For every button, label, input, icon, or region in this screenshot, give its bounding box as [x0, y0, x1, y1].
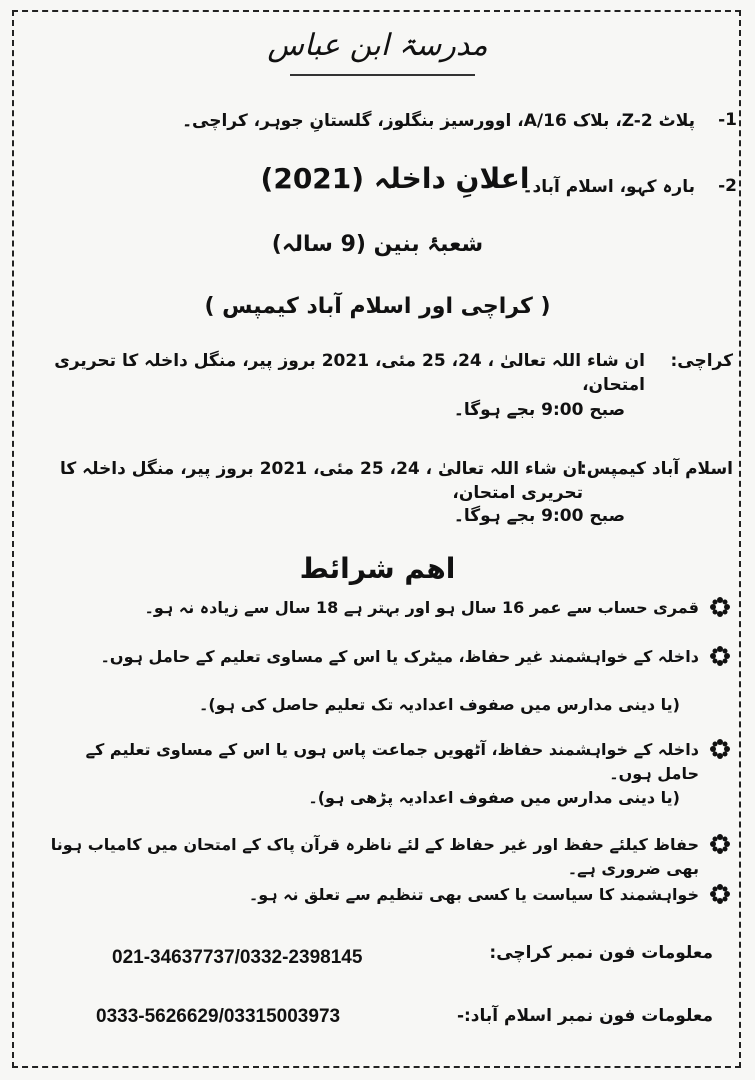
- condition-text: حفاظ کیلئے حفظ اور غیر حفاظ کے لئے ناظرہ قرآن پاک کے امتحان میں کامیاب ہونا بھی ضروری ہے۔: [50, 835, 699, 878]
- announcement-title: اعلانِ داخلہ (2021): [260, 162, 530, 195]
- flower-bullet-icon: [709, 883, 731, 905]
- address-1: پلاٹ Z-2، بلاک 16/A، اوورسیز بنگلوز، گلستانِ جوہر، کراچی۔: [182, 111, 695, 131]
- address-2-number: -2: [718, 176, 737, 196]
- address-2: بارہ کہو، اسلام آباد۔: [522, 177, 695, 197]
- karachi-label: کراچی:: [670, 351, 733, 371]
- condition-text: داخلہ کے خواہشمند غیر حفاظ، میٹرک یا اس کے مساوی تعلیم کے حامل ہوں۔: [100, 647, 699, 666]
- campuses: ( کراچی اور اسلام آباد کیمپس ): [204, 294, 551, 319]
- condition-item: [41, 645, 731, 669]
- islamabad-phone-label: معلومات فون نمبر اسلام آباد:-: [456, 1006, 713, 1026]
- madrasa-name: مدرسۃ ابن عباس: [267, 28, 488, 63]
- karachi-exam-line2: صبح 9:00 بجے ہوگا۔: [453, 400, 625, 420]
- islamabad-phone-numbers: 0333-5626629/03315003973: [96, 1006, 341, 1027]
- condition-text: خواہشمند کا سیاست یا کسی بھی تنظیم سے تعلق نہ ہو۔: [248, 885, 699, 904]
- condition-item: [41, 738, 731, 786]
- flower-bullet-icon: [709, 833, 731, 855]
- conditions-title: اھم شرائط: [299, 552, 456, 585]
- islamabad-exam-line1: ان شاء اللہ تعالیٰ ، 24، 25 مئی، 2021 بروز پیر، منگل داخلہ کا تحریری امتحان،: [59, 459, 583, 503]
- department: شعبۂ بنین (9 سالہ): [271, 232, 484, 257]
- karachi-phone-numbers: 021-34637737/0332-2398145: [112, 947, 363, 968]
- condition-text: داخلہ کے خواہشمند حفاظ، آٹھویں جماعت پاس ہوں یا اس کے مساوی تعلیم کے حامل ہوں۔: [85, 740, 699, 783]
- condition-item: [41, 883, 731, 907]
- condition-item: [41, 833, 731, 881]
- condition-subtext: (یا دینی مدارس میں صفوف اعدادیہ پڑھی ہو)۔: [308, 788, 680, 807]
- address-1-number: -1: [718, 110, 737, 130]
- condition-text: قمری حساب سے عمر 16 سال ہو اور بہتر ہے 18 سال سے زیادہ نہ ہو۔: [144, 598, 699, 617]
- islamabad-label: اسلام آباد کیمپس:: [579, 459, 733, 479]
- flower-bullet-icon: [709, 738, 731, 760]
- karachi-phone-label: معلومات فون نمبر کراچی:: [489, 943, 713, 963]
- islamabad-exam-line2: صبح 9:00 بجے ہوگا۔: [453, 506, 625, 526]
- condition-subtext: (یا دینی مدارس میں صفوف اعدادیہ تک تعلیم حاصل کی ہو)۔: [199, 695, 680, 714]
- flower-bullet-icon: [709, 645, 731, 667]
- flower-bullet-icon: [709, 596, 731, 618]
- karachi-exam-line1: ان شاء اللہ تعالیٰ ، 24، 25 مئی، 2021 بروز پیر، منگل داخلہ کا تحریری امتحان،: [54, 351, 645, 395]
- condition-item: [41, 596, 731, 620]
- title-underline: [290, 74, 475, 76]
